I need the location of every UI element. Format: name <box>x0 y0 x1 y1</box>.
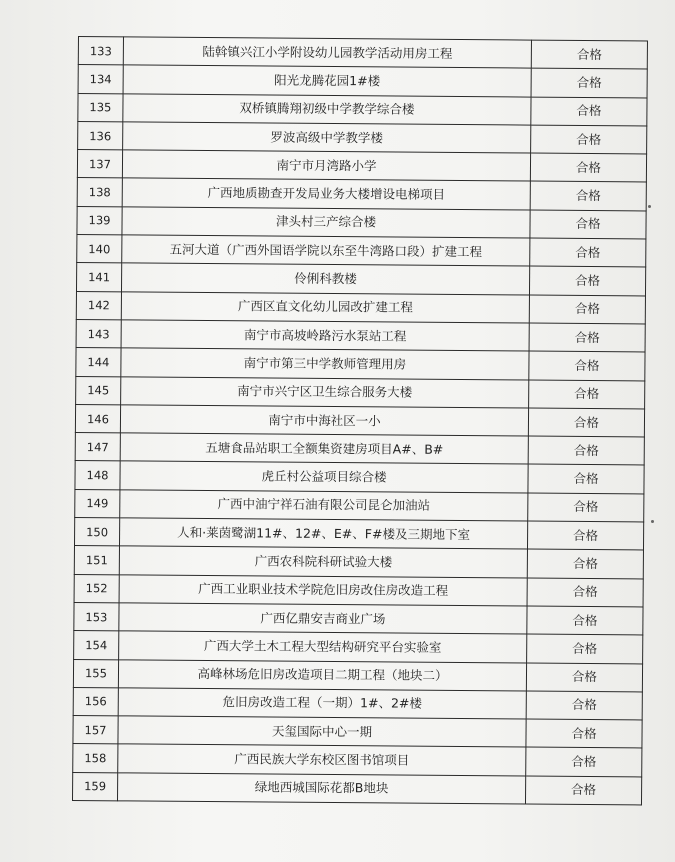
table-row <box>73 659 642 692</box>
inspection-result: 合格 <box>527 634 643 663</box>
row-number: 133 <box>78 37 123 66</box>
row-number: 155 <box>73 659 118 688</box>
inspection-result: 合格 <box>529 295 645 324</box>
row-number: 146 <box>75 404 120 433</box>
table-row <box>76 348 645 381</box>
project-name: 五塘食品站职工全额集资建房项目A#、B# <box>120 433 528 465</box>
project-name: 广西亿鼎安吉商业广场 <box>119 603 527 635</box>
project-name: 虎丘村公益项目综合楼 <box>120 461 528 493</box>
table-row <box>76 319 645 352</box>
project-name: 广西农科院科研试验大楼 <box>119 546 527 578</box>
table-row <box>76 376 645 409</box>
inspection-result: 合格 <box>530 238 646 267</box>
project-name: 广西区直文化幼儿园改扩建工程 <box>121 292 529 324</box>
inspection-result: 合格 <box>526 663 642 692</box>
table-row <box>75 433 644 466</box>
scan-speck <box>651 520 654 523</box>
project-name: 南宁市第三中学教师管理用房 <box>121 348 529 380</box>
table-row <box>78 37 647 70</box>
table-row <box>74 518 643 551</box>
inspection-result: 合格 <box>526 747 642 776</box>
row-number: 139 <box>77 206 122 235</box>
table-row <box>76 291 645 324</box>
table-row <box>75 461 644 494</box>
project-name: 人和·莱茵鹭湖11#、12#、E#、F#楼及三期地下室 <box>119 518 527 550</box>
row-number: 142 <box>76 291 121 320</box>
inspection-result: 合格 <box>528 465 644 494</box>
table-body <box>72 37 647 805</box>
table-row <box>75 404 644 437</box>
project-name: 绿地西城国际花都B地块 <box>117 773 525 805</box>
row-number: 149 <box>75 489 120 518</box>
row-number: 143 <box>76 319 121 348</box>
results-sheet <box>72 36 644 829</box>
project-results-table <box>72 36 648 805</box>
row-number: 140 <box>77 235 122 264</box>
project-name: 南宁市兴宁区卫生综合服务大楼 <box>121 376 529 408</box>
inspection-result: 合格 <box>528 493 644 522</box>
project-name: 广西中油宁祥石油有限公司昆仑加油站 <box>120 490 528 522</box>
table-row <box>74 546 643 579</box>
inspection-result: 合格 <box>531 97 647 126</box>
project-name: 罗波高级中学教学楼 <box>123 122 531 154</box>
row-number: 156 <box>73 687 118 716</box>
project-name: 双桥镇腾翔初级中学教学综合楼 <box>123 93 531 125</box>
row-number: 134 <box>78 65 123 94</box>
inspection-result: 合格 <box>531 68 647 97</box>
inspection-result: 合格 <box>530 153 646 182</box>
table-row <box>78 121 647 154</box>
table-row <box>72 772 641 805</box>
row-number: 150 <box>74 518 119 547</box>
table-row <box>77 206 646 239</box>
inspection-result: 合格 <box>531 125 647 154</box>
project-name: 南宁市中海社区一小 <box>120 405 528 437</box>
table-row <box>77 150 646 183</box>
row-number: 154 <box>74 631 119 660</box>
inspection-result: 合格 <box>527 521 643 550</box>
row-number: 137 <box>77 150 122 179</box>
inspection-result: 合格 <box>527 578 643 607</box>
project-name: 天玺国际中心一期 <box>118 716 526 748</box>
inspection-result: 合格 <box>530 210 646 239</box>
table-row <box>77 235 646 268</box>
row-number: 138 <box>77 178 122 207</box>
project-name: 南宁市月湾路小学 <box>122 150 530 182</box>
inspection-result: 合格 <box>528 408 644 437</box>
table-row <box>74 631 643 664</box>
row-number: 147 <box>75 433 120 462</box>
row-number: 151 <box>74 546 119 575</box>
row-number: 148 <box>75 461 120 490</box>
project-name: 广西民族大学东校区图书馆项目 <box>118 744 526 776</box>
inspection-result: 合格 <box>527 549 643 578</box>
inspection-result: 合格 <box>527 606 643 635</box>
row-number: 159 <box>72 772 117 801</box>
project-name: 广西地质勘查开发局业务大楼增设电梯项目 <box>122 178 530 210</box>
project-name: 广西工业职业技术学院危旧房改住房改造工程 <box>119 574 527 606</box>
project-name: 南宁市高坡岭路污水泵站工程 <box>121 320 529 352</box>
inspection-result: 合格 <box>529 380 645 409</box>
inspection-result: 合格 <box>526 719 642 748</box>
project-name: 五河大道（广西外国语学院以东至牛湾路口段）扩建工程 <box>122 235 530 267</box>
row-number: 158 <box>73 744 118 773</box>
inspection-result: 合格 <box>525 776 641 805</box>
row-number: 144 <box>76 348 121 377</box>
table-row <box>73 716 642 749</box>
table-row <box>77 178 646 211</box>
project-name: 广西大学土木工程大型结构研究平台实验室 <box>119 631 527 663</box>
table-row <box>78 65 647 98</box>
inspection-result: 合格 <box>526 691 642 720</box>
row-number: 136 <box>78 121 123 150</box>
table-row <box>73 744 642 777</box>
row-number: 157 <box>73 716 118 745</box>
table-row <box>75 489 644 522</box>
row-number: 135 <box>78 93 123 122</box>
row-number: 145 <box>76 376 121 405</box>
table-row <box>73 687 642 720</box>
inspection-result: 合格 <box>530 182 646 211</box>
inspection-result: 合格 <box>531 40 647 69</box>
inspection-result: 合格 <box>529 323 645 352</box>
row-number: 153 <box>74 602 119 631</box>
scan-speck <box>648 205 651 208</box>
project-name: 阳光龙腾花园1#楼 <box>123 65 531 97</box>
inspection-result: 合格 <box>528 436 644 465</box>
table-row <box>78 93 647 126</box>
project-name: 高峰林场危旧房改造项目二期工程（地块二） <box>118 659 526 691</box>
row-number: 141 <box>76 263 121 292</box>
table-row <box>76 263 645 296</box>
row-number: 152 <box>74 574 119 603</box>
inspection-result: 合格 <box>529 266 645 295</box>
project-name: 津头村三产综合楼 <box>122 207 530 239</box>
inspection-result: 合格 <box>529 351 645 380</box>
project-name: 陆斡镇兴江小学附设幼儿园教学活动用房工程 <box>123 37 531 69</box>
project-name: 伶俐科教楼 <box>121 263 529 295</box>
table-row <box>74 574 643 607</box>
project-name: 危旧房改造工程（一期）1#、2#楼 <box>118 688 526 720</box>
table-row <box>74 602 643 635</box>
